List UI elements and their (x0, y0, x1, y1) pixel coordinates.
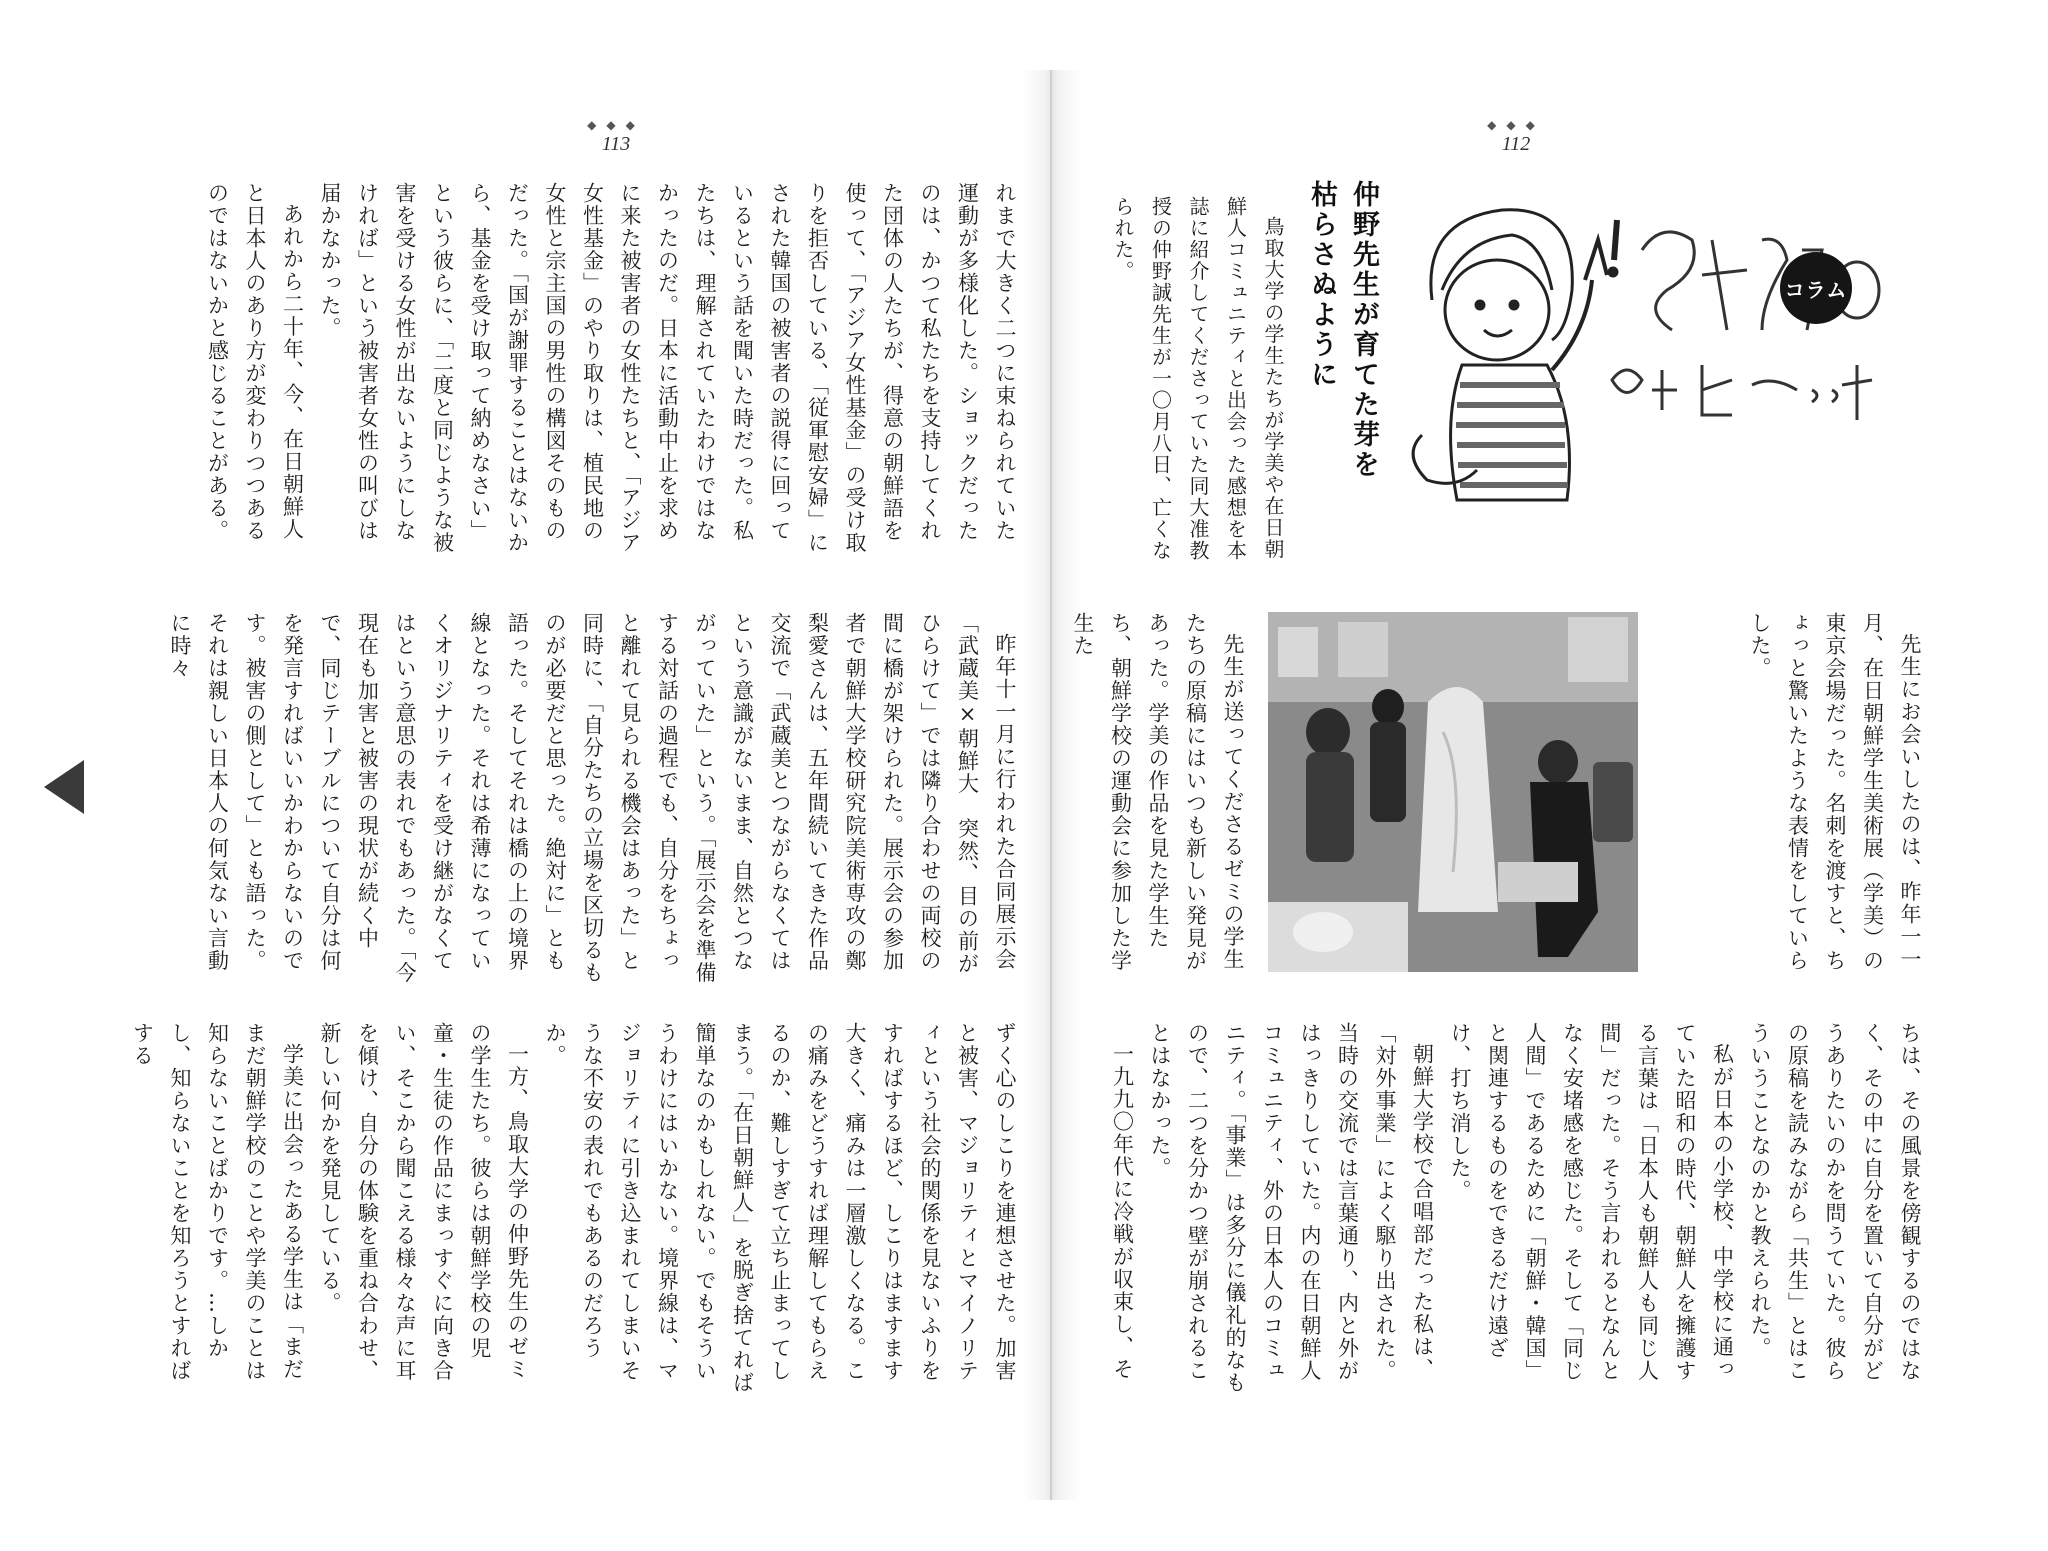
left-bottom-text-block (130, 1022, 1023, 1400)
paragraph: 先生にお会いしたのは、昨年一一月、在日朝鮮学生美術展（学美）の東京会場だった。名刺を渡すと、ちょっと驚いたような表情をしていらした。 (1748, 612, 1922, 972)
girl-illustration (1413, 210, 1617, 500)
paragraph: 一九九〇年代に冷戦が収束し、そ (1110, 1043, 1135, 1381)
paragraph: 一方、鳥取大学の仲野先生のゼミの学生たち。彼らは朝鮮学校の児童・生徒の作品にまっすぐに向き合い、そこから聞こえる様々な声に耳を傾け、自分の体験を重ね合わせ、新しい何かを発見している。 (318, 1022, 530, 1382)
page-number-text: 112 (1501, 133, 1531, 155)
triangle-left-icon[interactable] (44, 760, 84, 814)
right-top-text-block (1748, 612, 1928, 972)
page-number-right (1456, 118, 1576, 156)
ornament-dots: ◆◆◆ (587, 118, 645, 132)
ornament-dots: ◆◆◆ (1487, 118, 1545, 132)
column-heading: 仲野先生が育てた芽を枯らさぬように (1306, 180, 1379, 480)
page-number-left (556, 118, 676, 156)
column-illustration (1402, 180, 1882, 510)
paragraph: あれから二十年、今、在日朝鮮人と日本人のあり方が変わりつつあるのではないかと感じることがある。 (205, 182, 305, 542)
page-number-text: 113 (601, 133, 631, 155)
paragraph: 私が日本の小学校、中学校に通っていた昭和の時代、朝鮮人を擁護する言葉は「日本人も朝鮮人も同じ人間」だった。そう言われるとなんとなく安堵感を感じた。そして「同じ人間」であるために「朝鮮・韓国」と関連するものをできるだけ遠ざけ、打ち消した。 (1448, 1022, 1735, 1382)
paragraph: 昨年十一月に行われた合同展示会「武蔵美×朝鮮大 突然、目の前がひらけて」では隣り合わせの両校の間に橋が架けられた。展示会の参加者で朝鮮大学校研究院美術専攻の鄭梨愛さんは、五年間続いてきた作品交流で「武蔵美とつながらなくてはという意識がないまま、自然とつながっていた」という。「展示会を準備する対話の過程でも、自分をちょっと離れて見られる機会はあった」と同時に、「自分たちの立場を区切るものが必要だと思った。絶対に」とも語った。そしてそれは橋の上の境界線となった。それは希薄になっていくオリジナリティを受け継がなくてはという意思の表れでもあった。「今現在も加害と被害の現状が続く中で、同じテーブルについて自分は何を発言すればいいかわからないのです。被害の側として」とも語った。それは親しい日本人の何気ない言動に時々 (168, 612, 1017, 984)
column-intro (1106, 196, 1291, 576)
paragraph: 学美に出会ったある学生は「まだまだ朝鮮学校のことや学美のことは知らないことばかりです。…しかし、知らないことを知ろうとすればする (130, 1022, 305, 1382)
right-middle-text-block (1071, 612, 1251, 972)
paragraph: 先生が送ってくださるゼミの学生たちの原稿にはいつも新しい発見があった。学美の作品を見た学生たち、朝鮮学校の運動会に参加した学生た (1071, 612, 1245, 972)
paragraph: 朝鮮大学校で合唱部だった私は、「対外事業」によく駆り出された。当時の交流では言葉通り、内と外がはっきりしていた。内の在日朝鮮人コミュニティ、外の日本人のコミュニティ。「事業」は多分に儀礼的なもので、二つを分かつ壁が崩されることはなかった。 (1148, 1022, 1435, 1394)
paragraph: ずく心のしこりを連想させた。加害と被害、マジョリティとマイノリティという社会的関係を見ないふりをすればするほど、しこりはますます大きく、痛みは一層激しくなる。この痛みをどうすれば理解してもらえるのか、難しすぎて立ち止まってしまう。「在日朝鮮人」を脱ぎ捨てれば簡単なのかもしれない。でもそういうわけにはいかない。境界線は、マジョリティに引き込まれてしまいそうな不安の表れでもあるのだろうか。 (543, 1022, 1017, 1394)
column-badge (1780, 252, 1852, 324)
event-photo (1268, 612, 1638, 972)
left-middle-text-block (168, 612, 1023, 990)
column-badge-text: コラム (1784, 277, 1848, 302)
right-bottom-text-block (1106, 1022, 1928, 1400)
gutter-line (1050, 70, 1052, 1500)
left-top-text-block (205, 182, 1023, 560)
paragraph: ちは、その風景を傍観するのではなく、その中に自分を置いて自分がどうありたいのかを問うていた。彼らの原稿を読みながら「共生」とはこういうことなのかと教えられた。 (1748, 1022, 1922, 1382)
intro-paragraph: 鳥取大学の学生たちが学美や在日朝鮮人コミュニティと出会った感想を本誌に紹介してくださっていた同大准教授の仲野誠先生が一〇月八日、亡くなられた。 (1111, 196, 1285, 562)
paragraph: れまで大きく二つに束ねられていた運動が多様化した。ショックだったのは、かつて私たちを支持してくれた団体の人たちが、得意の朝鮮語を使って、「アジア女性基金」の受け取りを拒否している、「従軍慰安婦」にされた韓国の被害者の説得に回っているという話を聞いた時だった。私たちは、理解されていたわけではなかったのだ。日本に活動中止を求めに来た被害者の女性たちと、「アジア女性基金」のやり取りは、植民地の女性と宗主国の男性の構図そのものだった。「国が謝罪することはないから、基金を受け取って納めなさい」という彼らに、「二度と同じような被害を受ける女性が出ないようにしなければ」という被害者女性の叫びは届かなかった。 (318, 182, 1017, 554)
